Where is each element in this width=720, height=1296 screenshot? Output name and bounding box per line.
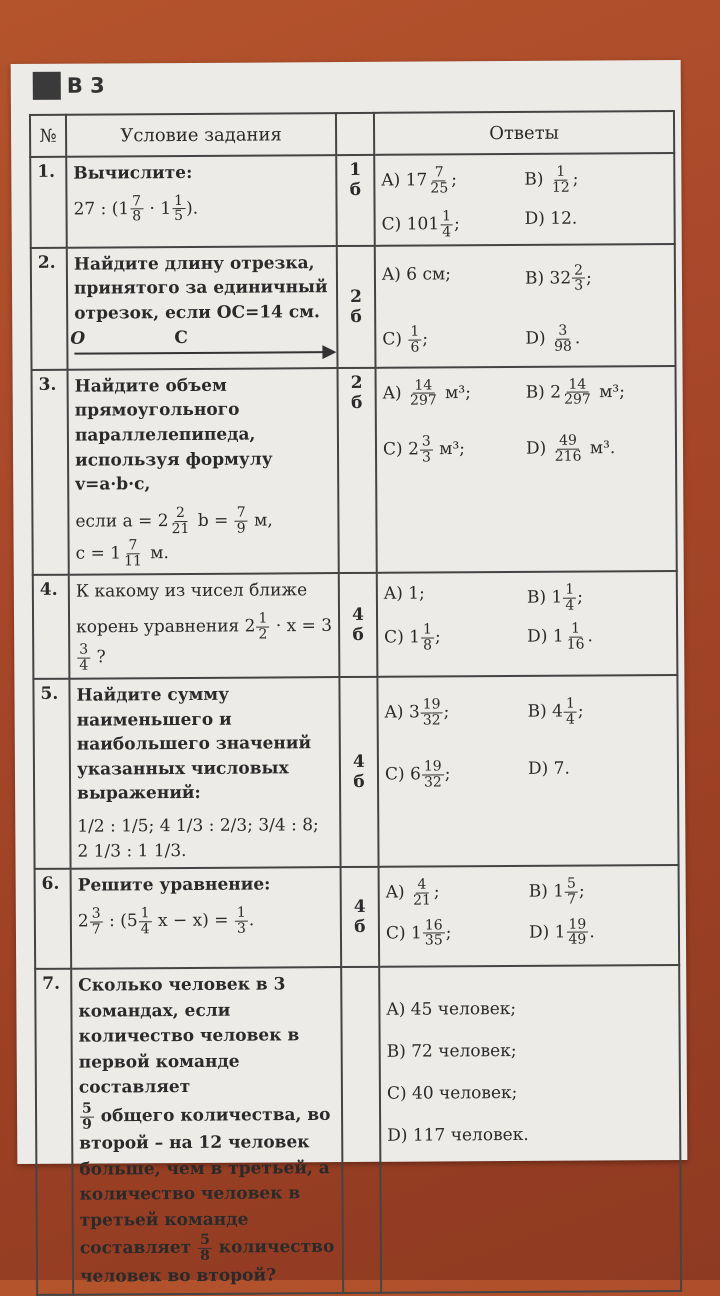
task-row-4 <box>33 571 678 678</box>
header-num: № <box>30 115 66 157</box>
task-row-6 <box>35 865 680 969</box>
axis-arrow-icon <box>322 345 336 359</box>
task-row-2 <box>31 244 676 370</box>
task-num: 6. <box>35 869 72 969</box>
task-num: 3. <box>32 369 69 575</box>
task-points: 2 б <box>338 368 377 574</box>
answer-d: D) 1 $\frac{1}{16}$ . <box>527 620 593 653</box>
answers-cell <box>375 244 676 368</box>
task-prompt: Найдите сумму наименьшего и наибольшего значений указанных числовых выражений: <box>76 684 312 805</box>
answer-b: B) 2 $\frac{14}{297}$ м³; <box>525 376 625 409</box>
task-text <box>69 574 340 679</box>
header-task: Условие задания <box>66 113 336 157</box>
task-points <box>341 967 381 1293</box>
task-num: 5. <box>33 679 70 870</box>
answer-d: D) $\frac{3}{98}$ . <box>525 322 581 355</box>
task-prompt: Найдите длину отрезка, принятого за единичный отрезок, если ОС=14 см. <box>73 252 328 324</box>
answer-c: C) 2 $\frac{3}{3}$ м³; <box>382 433 466 466</box>
answer-b: B) 1 $\frac{5}{7}$ ; <box>528 875 585 908</box>
point-o-label: O <box>70 328 86 349</box>
answer-a: A) $\frac{4}{21}$ ; <box>385 876 440 909</box>
answer-d: D) 117 человек. <box>387 1125 529 1147</box>
answer-d: D) 1 $\frac{19}{49}$ . <box>528 916 595 949</box>
task-num: 1. <box>30 157 67 248</box>
task-text <box>71 867 342 969</box>
task-table <box>29 110 682 1296</box>
task-text <box>69 677 340 869</box>
task-equation: корень уравнения 2 $\frac{1}{2}$ · x = 3 $\frac{3}{4}$ ? <box>76 610 333 674</box>
task-text <box>67 246 338 370</box>
fraction: $\frac{5}{9}$ <box>81 1100 92 1133</box>
answer-b: B) 1 $\frac{1}{4}$ ; <box>526 582 583 614</box>
answer-c: C) 1 $\frac{16}{35}$ ; <box>385 917 452 949</box>
axis-line <box>74 351 324 355</box>
answer-d: D) 12. <box>524 208 578 230</box>
answer-a: A) $\frac{14}{297}$ м³; <box>382 377 471 409</box>
answer-a: A) 3 $\frac{19}{32}$ ; <box>384 696 450 729</box>
variant-label: В 3 <box>66 73 105 98</box>
answers-cell <box>377 675 678 867</box>
answer-c: C) 1 $\frac{1}{8}$ ; <box>384 621 441 654</box>
answer-a: A) 17 $\frac{7}{25}$ ; <box>381 164 457 197</box>
task-num: 4. <box>33 575 70 679</box>
variant-badge <box>33 71 105 99</box>
fraction: $\frac{7}{8}$ <box>132 192 142 225</box>
answer-b: B) $\frac{1}{12}$ ; <box>524 163 579 196</box>
task-points: 1 б <box>336 155 375 246</box>
answer-c: C) 6 $\frac{19}{32}$ ; <box>384 758 451 791</box>
answers-cell <box>376 366 677 574</box>
point-c-label: C <box>174 327 188 348</box>
task-points: 4 б <box>341 867 380 967</box>
answer-a: A) 1; <box>383 584 425 605</box>
task-points: 4 б <box>339 573 378 677</box>
answer-b: B) 4 $\frac{1}{4}$ ; <box>527 695 584 728</box>
answers-cell <box>379 865 680 967</box>
answer-c: C) $\frac{1}{6}$ ; <box>382 323 429 356</box>
number-line <box>70 327 330 365</box>
task-row-3 <box>32 366 677 576</box>
task-condition: если a = 2 $\frac{2}{21}$ b = $\frac{7}{9}$ м, c = 1 $\frac{7}{11}$ м. <box>75 504 273 570</box>
task-row-5 <box>33 675 678 869</box>
answers-cell <box>379 965 681 1293</box>
answer-a: A) 45 человек; <box>386 999 517 1021</box>
task-prompt: К какому из чисел ближе <box>75 580 308 603</box>
worksheet <box>11 60 688 1287</box>
task-text <box>68 368 339 575</box>
header-row <box>30 111 674 157</box>
task-prompt: Найдите объем прямоугольного параллелепипеда, используя формулу v=a·b·c, <box>74 375 273 495</box>
task-expressions: 1/2 : 1/5; 4 1/3 : 2/3; 3/4 : 8; 2 1/3 : 1 1/3. <box>77 815 319 862</box>
task-formula: 27 : (1 $\frac{7}{8}$ · 1 $\frac{1}{5}$ ). <box>73 192 199 225</box>
task-prompt: Вычислите: <box>73 162 193 184</box>
task-points: 2 б <box>337 246 376 368</box>
task-text <box>66 155 337 247</box>
task-row-1 <box>30 153 675 248</box>
task-equation: 2 $\frac{3}{7}$ : (5 $\frac{1}{4}$ x − x) = $\frac{1}{3}$ . <box>77 904 255 938</box>
answers-cell <box>374 153 675 246</box>
task-row-7 <box>35 965 681 1295</box>
answer-c: C) 40 человек; <box>386 1083 518 1105</box>
fraction: $\frac{5}{8}$ <box>200 1232 210 1264</box>
answers-cell <box>377 571 678 676</box>
fraction: $\frac{1}{5}$ <box>174 192 184 225</box>
task-text: Сколько человек в 3 командах, если количество человек в первой команде составляет $\frac{5}{9}$ общего количества, во второй – на 12 человек больше, чем в третьей, а количество человек в третьей команде составляет $\frac{5}{8}$ количество человек во второй? <box>71 967 343 1294</box>
answer-b: B) 32 $\frac{2}{3}$ ; <box>524 262 592 295</box>
answer-b: B) 72 человек; <box>386 1041 517 1063</box>
answer-d: D) 7. <box>527 758 570 780</box>
task-prompt: Решите уравнение: <box>77 874 271 897</box>
header-points <box>336 113 374 155</box>
answer-c: C) 101 $\frac{1}{4}$ ; <box>381 208 460 241</box>
task-num: 2. <box>31 247 68 369</box>
badge-square <box>33 72 61 100</box>
task-num: 7. <box>35 969 73 1295</box>
answer-a: A) 6 см; <box>381 264 452 285</box>
answer-d: D) $\frac{49}{216}$ м³. <box>525 432 616 465</box>
header-answers: Ответы <box>374 111 674 155</box>
task-points: 4 б <box>339 677 378 868</box>
